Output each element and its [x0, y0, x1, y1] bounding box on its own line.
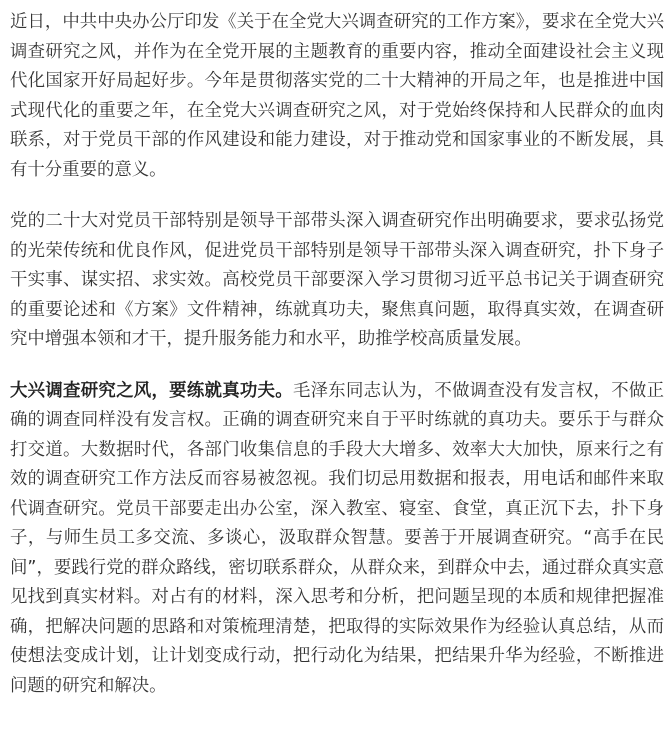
paragraph-lead-sentence: 大兴调查研究之风，要练就真功夫。: [10, 380, 293, 401]
paragraph-text: 毛泽东同志认为，不做调查没有发言权，不做正确的调查同样没有发言权。正确的调查研究来自于平时练就的真功夫。要乐于与群众打交道。大数据时代，各部门收集信息的手段大大增多、效率大大加快，原来行之有效的调查研究工作方法反而容易被忽视。我们切忌用数据和报表，用电话和邮件来取代调查研究。党员干部要走出办公室，深入教室、寝室、食堂，真正沉下去，扑下身子，与师生员工多交流、多谈心，汲取群众智慧。要善于开展调查研究。“高手在民间”，要践行党的群众路线，密切联系群众，从群众来，到群众中去，通过群众真实意见找到真实材料。对占有的材料，深入思考和分析，把问题呈现的本质和规律把握准确，把解决问题的思路和对策梳理清楚，把取得的实际效果作为经验认真总结，从而使想法变成计划，让计划变成行动，把行动化为结果，把结果升华为经验，不断推进问题的研究和解决。: [10, 380, 664, 696]
paragraph-text: 近日，中共中央办公厅印发《关于在全党大兴调查研究的工作方案》，要求在全党大兴调查研究之风，并作为在全党开展的主题教育的重要内容，推动全面建设社会主义现代化国家开好局起好步。今年是贯彻落实党的二十大精神的开局之年，也是推进中国式现代化的重要之年，在全党大兴调查研究之风，对于党始终保持和人民群众的血肉联系，对于党员干部的作风建设和能力建设，对于推动党和国家事业的不断发展，具有十分重要的意义。: [10, 12, 664, 180]
article-paragraph-2: [10, 207, 664, 355]
article-paragraph-3: [10, 377, 664, 702]
paragraph-text: 党的二十大对党员干部特别是领导干部带头深入调查研究作出明确要求，要求弘扬党的光荣传统和优良作风，促进党员干部特别是领导干部带头深入调查研究，扑下身子干实事、谋实招、求实效。高校党员干部要深入学习贯彻习近平总书记关于调查研究的重要论述和《方案》文件精神，练就真功夫，聚焦真问题，取得真实效，在调查研究中增强本领和才干，提升服务能力和水平，助推学校高质量发展。: [10, 211, 664, 349]
article-paragraph-1: [10, 8, 664, 185]
